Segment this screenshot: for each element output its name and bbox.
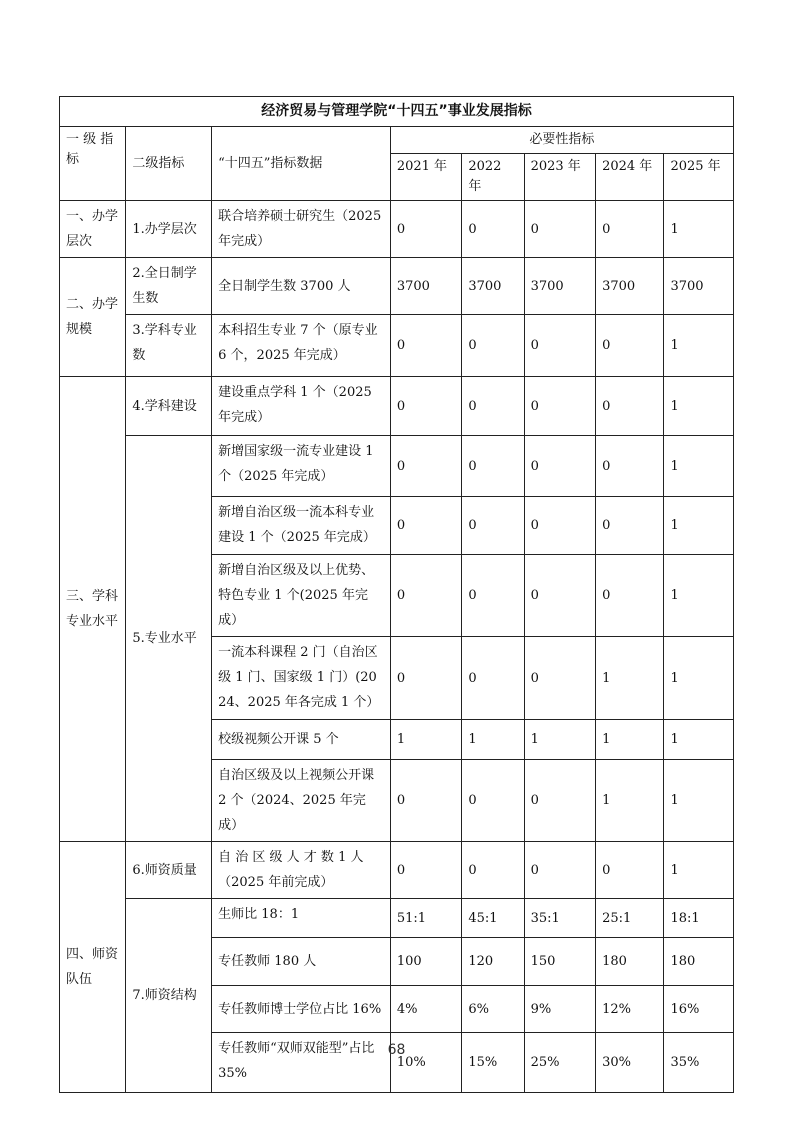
value-cell: 0 [596,377,664,436]
indicator-description: 自治区级及以上视频公开课 2 个（2024、2025 年完成） [212,760,391,842]
header-level1: 一 级 指 标 [60,127,126,201]
indicator-description: 联合培养硕士研究生（2025 年完成） [212,201,391,258]
level1-cell: 一、办学层次 [60,201,126,258]
level2-cell: 2.全日制学生数 [126,258,212,315]
value-cell: 0 [596,201,664,258]
value-cell: 35% [664,1033,734,1093]
value-cell: 0 [596,555,664,637]
value-cell: 9% [524,986,595,1033]
page-number: 68 [387,1042,406,1058]
value-cell: 1 [664,315,734,377]
indicator-description: 生师比 18：1 [212,899,391,938]
table-title: 经济贸易与管理学院“十四五”事业发展指标 [60,97,734,127]
header-level2: 二级指标 [126,127,212,201]
indicator-description: 建设重点学科 1 个（2025 年完成） [212,377,391,436]
indicator-description: 新增国家级一流专业建设 1 个（2025 年完成） [212,436,391,497]
value-cell: 0 [462,315,524,377]
value-cell: 0 [524,377,595,436]
value-cell: 0 [524,637,595,720]
indicator-table-container [59,96,734,1093]
value-cell: 6% [462,986,524,1033]
value-cell: 0 [462,555,524,637]
level2-cell: 4.学科建设 [126,377,212,436]
value-cell: 0 [462,637,524,720]
indicator-description: 新增自治区级一流本科专业建设 1 个（2025 年完成） [212,497,391,555]
level2-cell: 6.师资质量 [126,842,212,899]
header-necessary: 必要性指标 [390,127,733,154]
value-cell: 0 [462,377,524,436]
value-cell: 0 [462,201,524,258]
value-cell: 3700 [462,258,524,315]
value-cell: 100 [390,938,461,986]
level2-cell: 7.师资结构 [126,899,212,1093]
value-cell: 0 [390,201,461,258]
value-cell: 18:1 [664,899,734,938]
value-cell: 3700 [524,258,595,315]
value-cell: 1 [524,720,595,760]
value-cell: 10% [390,1033,461,1093]
indicator-description: 新增自治区级及以上优势、特色专业 1 个(2025 年完成） [212,555,391,637]
indicator-description: 一流本科课程 2 门（自治区级 1 门、国家级 1 门）(2024、2025 年各完成 1 个） [212,637,391,720]
value-cell: 0 [390,315,461,377]
value-cell: 0 [524,842,595,899]
level1-cell: 二、办学规模 [60,258,126,377]
header-year: 2021 年 [390,154,461,201]
value-cell: 0 [524,760,595,842]
value-cell: 30% [596,1033,664,1093]
value-cell: 1 [664,720,734,760]
value-cell: 0 [462,842,524,899]
value-cell: 180 [664,938,734,986]
value-cell: 0 [390,436,461,497]
indicator-description: 本科招生专业 7 个（原专业 6 个，2025 年完成） [212,315,391,377]
value-cell: 0 [390,842,461,899]
header-data: “十四五”指标数据 [212,127,391,201]
value-cell: 0 [524,497,595,555]
level2-cell: 5.专业水平 [126,436,212,842]
value-cell: 0 [524,315,595,377]
value-cell: 0 [462,497,524,555]
value-cell: 1 [664,436,734,497]
value-cell: 1 [664,555,734,637]
value-cell: 1 [664,842,734,899]
value-cell: 0 [596,315,664,377]
value-cell: 51:1 [390,899,461,938]
value-cell: 0 [524,555,595,637]
value-cell: 15% [462,1033,524,1093]
value-cell: 1 [462,720,524,760]
indicator-description: 校级视频公开课 5 个 [212,720,391,760]
indicator-table [59,96,734,1093]
value-cell: 0 [524,436,595,497]
value-cell: 0 [390,637,461,720]
value-cell: 0 [390,760,461,842]
header-year: 2024 年 [596,154,664,201]
value-cell: 0 [462,436,524,497]
value-cell: 1 [664,760,734,842]
value-cell: 25% [524,1033,595,1093]
value-cell: 1 [390,720,461,760]
value-cell: 1 [664,497,734,555]
indicator-description: 专任教师“双师双能型”占比 35% [212,1033,391,1093]
indicator-description: 自 治 区 级 人 才 数 1 人（2025 年前完成） [212,842,391,899]
header-year: 2023 年 [524,154,595,201]
value-cell: 12% [596,986,664,1033]
value-cell: 120 [462,938,524,986]
indicator-description: 专任教师 180 人 [212,938,391,986]
value-cell: 0 [524,201,595,258]
value-cell: 0 [596,842,664,899]
value-cell: 3700 [390,258,461,315]
level2-cell: 1.办学层次 [126,201,212,258]
value-cell: 0 [390,377,461,436]
value-cell: 1 [596,720,664,760]
header-year: 2022 年 [462,154,524,201]
value-cell: 150 [524,938,595,986]
value-cell: 1 [596,760,664,842]
value-cell: 3700 [596,258,664,315]
value-cell: 1 [596,637,664,720]
value-cell: 4% [390,986,461,1033]
value-cell: 35:1 [524,899,595,938]
value-cell: 1 [664,637,734,720]
value-cell: 0 [390,555,461,637]
value-cell: 0 [596,497,664,555]
value-cell: 1 [664,377,734,436]
value-cell: 45:1 [462,899,524,938]
value-cell: 0 [462,760,524,842]
value-cell: 16% [664,986,734,1033]
value-cell: 0 [390,497,461,555]
value-cell: 25:1 [596,899,664,938]
value-cell: 3700 [664,258,734,315]
indicator-description: 专任教师博士学位占比 16% [212,986,391,1033]
value-cell: 1 [664,201,734,258]
level1-cell: 四、师资队伍 [60,842,126,1093]
level2-cell: 3.学科专业数 [126,315,212,377]
level1-cell: 三、学科专业水平 [60,377,126,842]
value-cell: 0 [596,436,664,497]
indicator-description: 全日制学生数 3700 人 [212,258,391,315]
value-cell: 180 [596,938,664,986]
header-year: 2025 年 [664,154,734,201]
